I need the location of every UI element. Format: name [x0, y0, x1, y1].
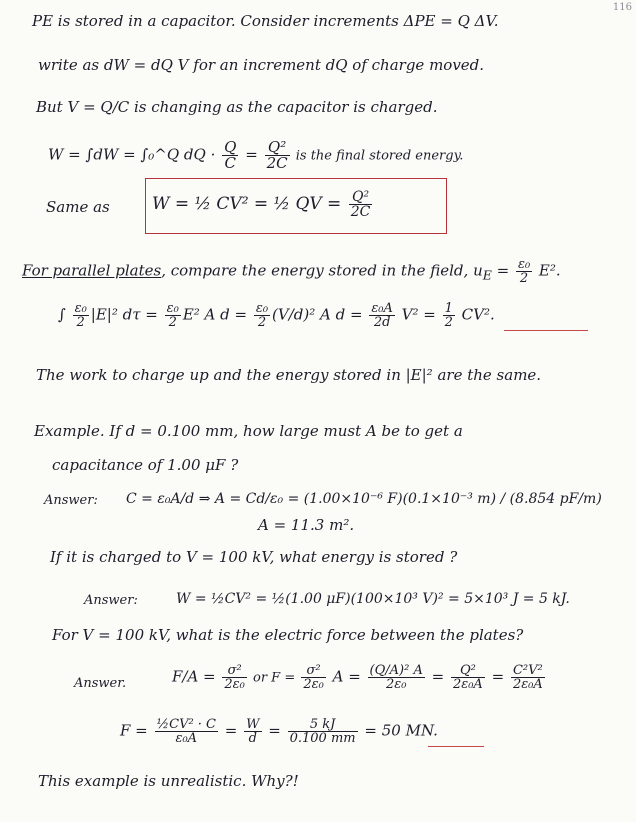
answer-label-2: Answer: [84, 593, 138, 608]
page-number: 116 [612, 2, 632, 13]
line-v-changing: But V = Q/C is changing as the capacitor is charged. [36, 98, 438, 116]
line-example-question: Example. If d = 0.100 mm, how large must A be to get a [34, 422, 463, 440]
force-result-value: 50 MN. [381, 721, 438, 740]
line-unrealistic: This example is unrealistic. Why?! [38, 772, 299, 790]
boxed-energy-formula: W = ½ CV² = ½ QV = $\frac{\text{Q²}}{2C}$ [152, 189, 371, 220]
line-pe-stored: PE is stored in a capacitor. Consider increments ΔPE = Q ΔV. [32, 12, 499, 30]
line-write-as: write as dW = dQ V for an increment dQ of charge moved. [38, 56, 485, 74]
line-force-per-area: F/A = $\frac{\text{σ²}}{\text{2ε₀}}$ or F = $\frac{\text{σ²}}{\text{2ε₀}}$ A = $\frac{\text{(Q/A)² A}}{\text{2ε₀}}$ = $\frac{\text{Q²}}{\text{2ε₀A}}$ = $\frac{\text{C²V²}}{\text{2ε₀A}}$ [172, 663, 543, 692]
answer-label-1: Answer: [44, 493, 98, 508]
line-force-result: F = $\frac{\text{½CV² · C}}{\text{ε₀A}}$ = $\frac{W}{d}$ = $\frac{5 kJ}{0.100 mm}$ = 50 MN. [120, 717, 438, 746]
line-force-question: For V = 100 kV, what is the electric force between the plates? [52, 626, 524, 644]
line-field-energy-integral: ∫ $\frac{\text{ε₀}}{2}$ |E|² dτ = $\frac{\text{ε₀}}{2}$ E² A d = $\frac{\text{ε₀}}{2}$ (V/d)² A d = $\frac{\text{ε₀A}}{2d}$ V² = $\frac{1}{2}$ CV². [58, 301, 495, 330]
line-capacitance: capacitance of 1.00 μF ? [52, 456, 239, 474]
red-underline-50mn [428, 746, 484, 747]
line-work-integral: W = ∫dW = ∫₀^Q dQ · $\frac{Q}{C}$ = $\frac{\text{Q²}}{2C}$ is the final stored energy. [48, 138, 464, 172]
red-underline-cv2 [504, 330, 588, 331]
answer-label-3: Answer. [74, 676, 127, 691]
line-energy-stored: W = ½CV² = ½(1.00 μF)(100×10³ V)² = 5×10³ J = 5 kJ. [176, 591, 570, 607]
line-area-result: A = 11.3 m². [258, 516, 355, 534]
same-as-label: Same as [46, 198, 110, 216]
line-charged-question: If it is charged to V = 100 kV, what energy is stored ? [50, 548, 458, 566]
line-work-equals-energy: The work to charge up and the energy stored in |E|² are the same. [36, 366, 542, 384]
line-parallel-plates: For parallel plates, compare the energy stored in the field, $u_E$ = $\frac{\text{ε₀}}{2}$ E². [22, 257, 561, 286]
line-area-formula: C = ε₀A/d ⇒ A = Cd/ε₀ = (1.00×10⁻⁶ F)(0.1×10⁻³ m) / (8.854 pF/m) [126, 491, 602, 507]
